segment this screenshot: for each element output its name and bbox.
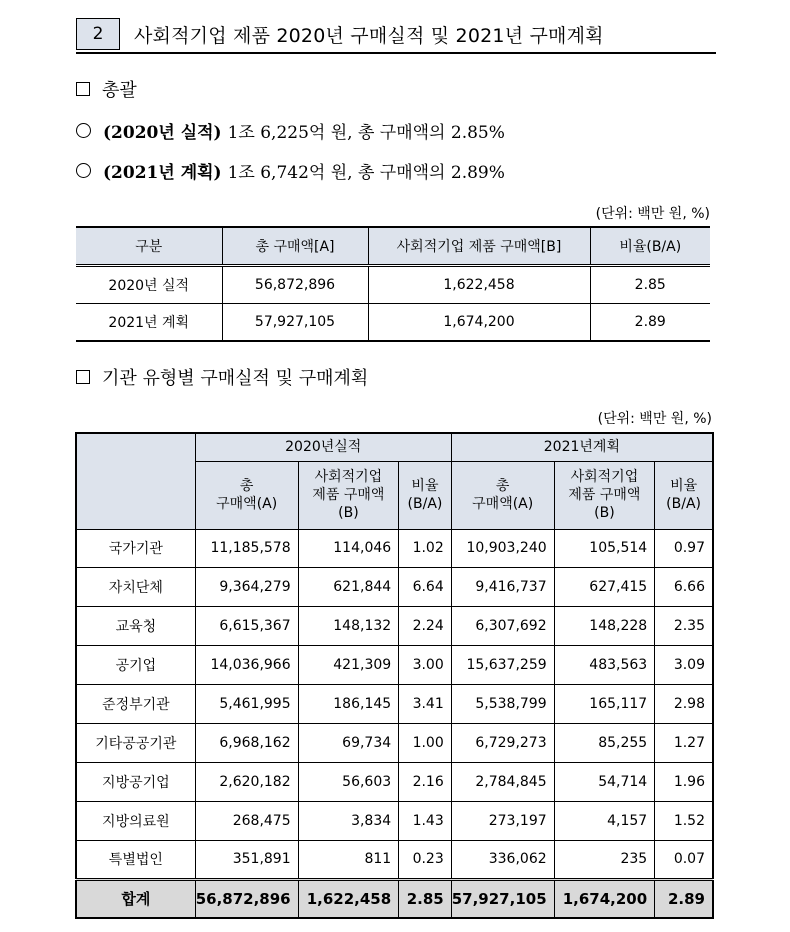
summary-header-row bbox=[76, 227, 710, 265]
table-cell: 56,872,896 bbox=[195, 879, 298, 918]
table-cell: 2.35 bbox=[655, 607, 713, 646]
table-row bbox=[76, 607, 713, 646]
table-cell: 351,891 bbox=[195, 840, 298, 879]
total-row bbox=[76, 879, 713, 918]
sub-header-line: 구매액(A) bbox=[216, 496, 278, 512]
table-row bbox=[76, 646, 713, 685]
sub-header-line: 사회적기업 bbox=[570, 469, 639, 485]
sub-header-line: (B) bbox=[594, 505, 615, 521]
agency-table-body bbox=[76, 529, 713, 918]
table-cell: 54,714 bbox=[554, 762, 655, 801]
agency-corner-cell bbox=[76, 433, 195, 529]
table-cell: 1.02 bbox=[399, 529, 452, 568]
table-cell: 148,228 bbox=[554, 607, 655, 646]
table-cell: 1.43 bbox=[399, 801, 452, 840]
table-cell: 2,620,182 bbox=[195, 762, 298, 801]
sub-header-line: 구매액(A) bbox=[472, 496, 534, 512]
group-header-2021: 2021년계획 bbox=[451, 433, 713, 461]
table-cell: 56,603 bbox=[298, 762, 399, 801]
table-cell: 57,927,105 bbox=[222, 303, 368, 341]
sub-header-line: 비율 bbox=[411, 478, 439, 494]
table-cell: 6,729,273 bbox=[451, 723, 554, 762]
table-row bbox=[76, 685, 713, 724]
sub-header-line: (B/A) bbox=[407, 496, 443, 512]
summary-header-cell: 총 구매액[A] bbox=[222, 227, 368, 265]
table-cell: 1,622,458 bbox=[298, 879, 399, 918]
table-cell: 2,784,845 bbox=[451, 762, 554, 801]
table-cell: 5,538,799 bbox=[451, 685, 554, 724]
bullet-text: 1조 6,225억 원, 총 구매액의 2.85% bbox=[227, 123, 505, 143]
table-row bbox=[76, 529, 713, 568]
table-cell: 6,615,367 bbox=[195, 607, 298, 646]
table-cell: 15,637,259 bbox=[451, 646, 554, 685]
sub-header-line: (B) bbox=[338, 505, 359, 521]
overview-bullet-2020 bbox=[76, 118, 505, 143]
table-cell: 2.24 bbox=[399, 607, 452, 646]
sub-header-line: 사회적기업 bbox=[314, 469, 383, 485]
agency-type-cell: 지방의료원 bbox=[76, 801, 195, 840]
table-cell: 10,903,240 bbox=[451, 529, 554, 568]
sub-header-line: 제품 구매액 bbox=[568, 487, 641, 503]
agency-type-cell: 공기업 bbox=[76, 646, 195, 685]
section-title: 사회적기업 제품 2020년 구매실적 및 2021년 구매계획 bbox=[134, 25, 604, 47]
table-row bbox=[76, 801, 713, 840]
table-cell: 9,416,737 bbox=[451, 568, 554, 607]
table-cell: 621,844 bbox=[298, 568, 399, 607]
overview-unit-note: (단위: 백만 원, %) bbox=[595, 206, 710, 222]
table-cell: 0.07 bbox=[655, 840, 713, 879]
table-row bbox=[76, 840, 713, 879]
summary-header-cell: 구분 bbox=[76, 227, 222, 265]
agency-type-cell: 교육청 bbox=[76, 607, 195, 646]
sub-header-line: 총 bbox=[495, 478, 510, 494]
table-cell: 5,461,995 bbox=[195, 685, 298, 724]
table-row bbox=[76, 762, 713, 801]
table-cell: 1,622,458 bbox=[368, 265, 590, 303]
table-cell: 6.66 bbox=[655, 568, 713, 607]
agency-unit-note: (단위: 백만 원, %) bbox=[597, 411, 712, 427]
table-cell: 235 bbox=[554, 840, 655, 879]
section-header bbox=[76, 18, 716, 54]
table-cell: 1.27 bbox=[655, 723, 713, 762]
overview-bullet-2021 bbox=[76, 158, 505, 183]
agency-type-cell: 기타공공기관 bbox=[76, 723, 195, 762]
summary-table bbox=[76, 226, 710, 342]
table-cell: 1,674,200 bbox=[554, 879, 655, 918]
group-header-2020: 2020년실적 bbox=[195, 433, 451, 461]
table-cell: 9,364,279 bbox=[195, 568, 298, 607]
circle-bullet-icon bbox=[76, 163, 91, 178]
table-cell: 4,157 bbox=[554, 801, 655, 840]
table-row bbox=[76, 265, 710, 303]
square-bullet-icon bbox=[76, 82, 90, 96]
table-cell: 0.97 bbox=[655, 529, 713, 568]
table-cell: 14,036,966 bbox=[195, 646, 298, 685]
sub-header-line: 총 bbox=[239, 478, 254, 494]
table-cell: 1.52 bbox=[655, 801, 713, 840]
sub-header-se-2021 bbox=[554, 461, 655, 529]
agency-type-cell: 준정부기관 bbox=[76, 685, 195, 724]
table-row bbox=[76, 568, 713, 607]
table-cell: 69,734 bbox=[298, 723, 399, 762]
agency-group-header-row bbox=[76, 433, 713, 461]
table-cell: 56,872,896 bbox=[222, 265, 368, 303]
table-cell: 2.89 bbox=[590, 303, 710, 341]
agency-table bbox=[75, 432, 714, 919]
table-cell: 148,132 bbox=[298, 607, 399, 646]
table-cell: 268,475 bbox=[195, 801, 298, 840]
table-cell: 2.85 bbox=[590, 265, 710, 303]
bullet-text: 1조 6,742억 원, 총 구매액의 2.89% bbox=[227, 163, 505, 183]
sub-header-line: 비율 bbox=[670, 478, 698, 494]
table-row bbox=[76, 723, 713, 762]
sub-header-se-2020 bbox=[298, 461, 399, 529]
section-number: 2 bbox=[76, 18, 120, 50]
table-cell: 57,927,105 bbox=[451, 879, 554, 918]
sub-header-ratio-2020 bbox=[399, 461, 452, 529]
table-cell: 1,674,200 bbox=[368, 303, 590, 341]
overview-heading-text: 총괄 bbox=[102, 80, 137, 101]
bullet-label: (2021년 계획) bbox=[103, 163, 222, 183]
table-cell: 6,968,162 bbox=[195, 723, 298, 762]
table-cell: 0.23 bbox=[399, 840, 452, 879]
table-cell: 114,046 bbox=[298, 529, 399, 568]
table-cell: 2.85 bbox=[399, 879, 452, 918]
agency-type-cell: 국가기관 bbox=[76, 529, 195, 568]
sub-header-total-2020 bbox=[195, 461, 298, 529]
table-cell: 1.00 bbox=[399, 723, 452, 762]
agency-heading-text: 기관 유형별 구매실적 및 구매계획 bbox=[102, 368, 369, 389]
table-cell: 2.98 bbox=[655, 685, 713, 724]
agency-type-cell: 지방공기업 bbox=[76, 762, 195, 801]
table-cell: 85,255 bbox=[554, 723, 655, 762]
table-cell: 6,307,692 bbox=[451, 607, 554, 646]
overview-heading bbox=[76, 76, 137, 102]
table-cell: 483,563 bbox=[554, 646, 655, 685]
sub-header-ratio-2021 bbox=[655, 461, 713, 529]
table-cell: 1.96 bbox=[655, 762, 713, 801]
agency-type-cell: 합계 bbox=[76, 879, 195, 918]
circle-bullet-icon bbox=[76, 123, 91, 138]
table-cell: 3.09 bbox=[655, 646, 713, 685]
table-cell: 2021년 계획 bbox=[76, 303, 222, 341]
table-cell: 6.64 bbox=[399, 568, 452, 607]
sub-header-line: 제품 구매액 bbox=[312, 487, 385, 503]
table-cell: 165,117 bbox=[554, 685, 655, 724]
table-cell: 336,062 bbox=[451, 840, 554, 879]
agency-type-cell: 자치단체 bbox=[76, 568, 195, 607]
agency-heading bbox=[76, 364, 368, 390]
sub-header-total-2021 bbox=[451, 461, 554, 529]
table-cell: 421,309 bbox=[298, 646, 399, 685]
sub-header-line: (B/A) bbox=[666, 496, 701, 512]
table-cell: 105,514 bbox=[554, 529, 655, 568]
table-cell: 3.00 bbox=[399, 646, 452, 685]
table-cell: 2020년 실적 bbox=[76, 265, 222, 303]
table-cell: 11,185,578 bbox=[195, 529, 298, 568]
table-cell: 3.41 bbox=[399, 685, 452, 724]
summary-header-cell: 사회적기업 제품 구매액[B] bbox=[368, 227, 590, 265]
table-cell: 2.16 bbox=[399, 762, 452, 801]
summary-header-cell: 비율(B/A) bbox=[590, 227, 710, 265]
table-cell: 3,834 bbox=[298, 801, 399, 840]
table-row bbox=[76, 303, 710, 341]
table-cell: 811 bbox=[298, 840, 399, 879]
table-cell: 2.89 bbox=[655, 879, 713, 918]
table-cell: 273,197 bbox=[451, 801, 554, 840]
bullet-label: (2020년 실적) bbox=[103, 123, 222, 143]
agency-type-cell: 특별법인 bbox=[76, 840, 195, 879]
square-bullet-icon bbox=[76, 370, 90, 384]
table-cell: 627,415 bbox=[554, 568, 655, 607]
table-cell: 186,145 bbox=[298, 685, 399, 724]
